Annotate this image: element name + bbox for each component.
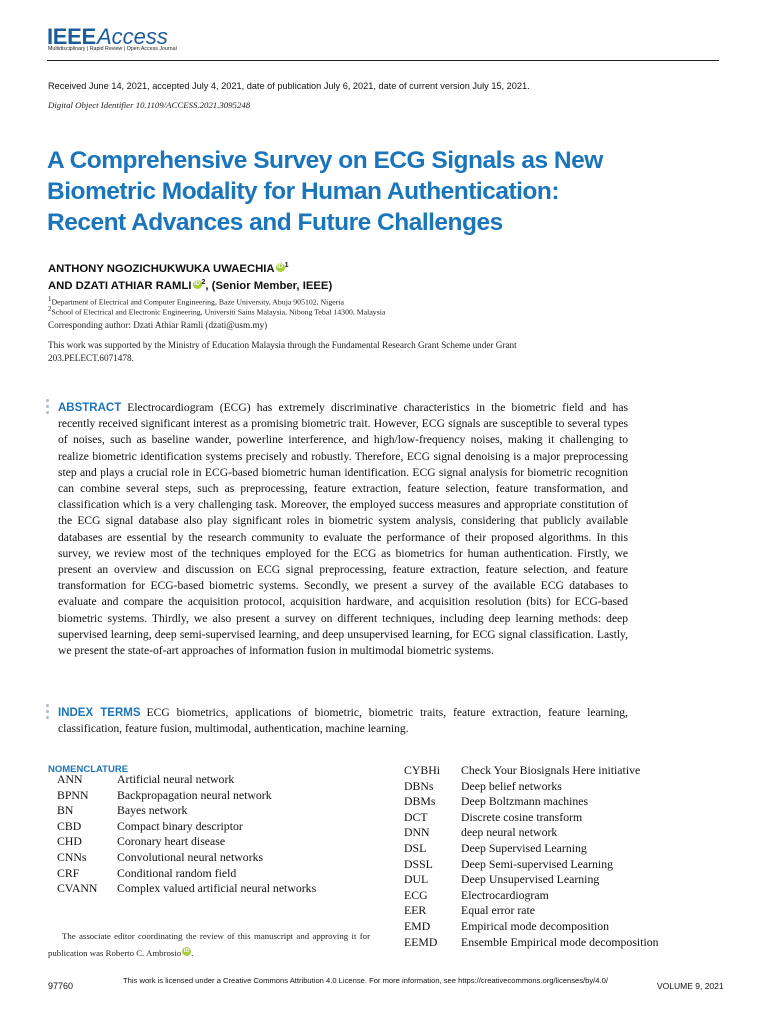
nomenclature-def: Deep Unsupervised Learning [461,872,600,887]
header-rule [47,60,719,61]
editor-note: The associate editor coordinating the review of this manuscript and approving it for publication was Roberto C. Ambrosio iD . [48,931,370,958]
nomenclature-def: Deep Supervised Learning [461,840,587,855]
editor-note-text: The associate editor coordinating the review of this manuscript and approving it for publication was Roberto C. Ambrosio [48,931,370,958]
paper-title [47,145,727,238]
page-number: 97760 [48,981,74,991]
nomenclature-heading: NOMENCLATURE [48,764,129,775]
nomenclature-entry [404,872,659,888]
nomenclature-def: Electrocardiogram [461,887,549,902]
journal-tagline: Multidisciplinary | Rapid Review | Open Access Journal [48,46,177,52]
nomenclature-entry [404,935,659,951]
index-terms-heading: INDEX TERMS [58,707,141,719]
nomenclature-abbr: EEMD [404,934,438,949]
title-line-1: A Comprehensive Survey on ECG Signals as New [47,147,603,174]
abstract-heading: ABSTRACT [58,402,122,414]
nomenclature-entry [57,803,316,819]
nomenclature-abbr: DCT [404,809,428,824]
nomenclature-abbr: CVANN [57,881,98,896]
nomenclature-entry [57,881,316,897]
nomenclature-abbr: DSSL [404,856,433,871]
nomenclature-abbr: EMD [404,918,431,933]
nomenclature-entry [404,841,659,857]
nomenclature-entry [404,857,659,873]
nomenclature-abbr: ECG [404,887,428,902]
nomenclature-abbr: BPNN [57,787,89,802]
publication-history: Received June 14, 2021, accepted July 4, 2021, date of publication July 6, 2021, date of current version July 15, 2021. [48,81,530,91]
nomenclature-right-column [404,763,659,950]
nomenclature-def: Bayes network [117,803,188,818]
license-notice[interactable]: This work is licensed under a Creative Commons Attribution 4.0 License. For more information, see https://creativecommons.org/licenses/by/4.0/ [123,976,608,985]
nomenclature-abbr: DBNs [404,778,434,793]
nomenclature-entry [57,819,316,835]
nomenclature-abbr: DBMs [404,794,436,809]
nomenclature-def: Convolutional neural networks [117,849,264,864]
volume-label: VOLUME 9, 2021 [657,981,724,991]
nomenclature-def: Equal error rate [461,903,536,918]
title-line-3: Recent Advances and Future Challenges [47,209,503,236]
orcid-icon[interactable]: iD [277,263,284,270]
nomenclature-entry [404,779,659,795]
nomenclature-abbr: DNN [404,825,430,840]
author-1-affil-sup: 1 [284,262,289,269]
nomenclature-def: Deep Boltzmann machines [461,794,589,809]
nomenclature-entry [404,825,659,841]
affiliation-1-num: 1 [48,295,52,303]
affiliation-2-text: School of Electrical and Electronic Engineering, Universiti Sains Malaysia, Nibong Tebal 14300, Malaysia [51,307,386,317]
nomenclature-def: Conditional random field [117,865,237,880]
author-2 [48,279,332,292]
author-1-name: ANTHONY NGOZICHUKWUKA UWAECHIA [48,262,275,275]
nomenclature-abbr: CYBHi [404,763,441,777]
abstract-text: Electrocardiogram (ECG) has extremely discriminative characteristics in the biometric field and has recently received significant interest as a promising biometric trait. However, ECG signals are susceptible to several types of noises, such as baseline wander, powerline interference, and high/low-frequency noises, making it challenging to realize biometric identification systems precisely and robustly. Therefore, ECG signal denoising is a major preprocessing step and plays a crucial role in ECG-based biometric human identification. ECG signal analysis for biometric recognition can combine several steps, such as preprocessing, feature extraction, feature selection, feature transformation, and classification which is a very challenging task. Moreover, the employed success measures and appropriate constitution of the ECG signal database also play significant roles in biometric system analysis, considering that publicly available databases are essential by the research community to evaluate the performance of their proposed algorithms. In this survey, we review most of the techniques employed for the ECG as biometrics for human authentication. Firstly, we present an overview and discussion on ECG signal preprocessing, feature extraction, feature selection, and feature transformation for ECG-based biometric systems. Secondly, we present a survey of the available ECG databases to evaluate and compare the acquisition protocol, acquisition hardware, and acquisition resolution (bits) for ECG-based biometric systems. Thirdly, we also present a survey on different techniques, including deep learning methods: deep supervised learning, deep semi-supervised learning, and deep unsupervised learning, for ECG signal classification. Lastly, we present the state-of-art approaches of information fusion in multimodal biometric systems. [58,401,628,658]
orcid-icon[interactable]: iD [194,280,200,287]
author-2-name: AND DZATI ATHIAR RAMLI [48,279,192,292]
journal-name-italic: Access [96,24,168,49]
nomenclature-def: Backpropagation neural network [117,787,272,802]
affiliation-2 [48,305,385,317]
nomenclature-abbr: BN [57,803,74,818]
nomenclature-def: Compact binary descriptor [117,818,243,833]
nomenclature-entry [404,919,659,935]
nomenclature-entry [57,772,316,788]
journal-name-bold: IEEE [47,24,96,49]
nomenclature-entry [404,810,659,826]
nomenclature-entry [57,850,316,866]
nomenclature-entry [57,788,316,804]
affiliation-1-text: Department of Electrical and Computer Engineering, Baze University, Abuja 905102, Nigeria [51,297,344,307]
funding-statement: This work was supported by the Ministry of Education Malaysia through the Fundamental Research Grant Scheme under Grant 203.PELECT.6071478. [48,340,517,363]
nomenclature-entry [404,763,659,779]
author-2-membership: , (Senior Member, IEEE) [205,279,333,292]
nomenclature-def: Complex valued artificial neural networks [117,881,317,896]
doi-line[interactable]: Digital Object Identifier 10.1109/ACCESS.2021.3095248 [48,100,251,110]
nomenclature-abbr: ANN [57,772,83,786]
nomenclature-def: deep neural network [461,825,558,840]
nomenclature-abbr: DUL [404,872,429,887]
author-1 [48,262,288,275]
nomenclature-abbr: CHD [57,834,82,849]
abstract-marker [46,399,50,417]
nomenclature-abbr: DSL [404,840,427,855]
nomenclature-entry [404,903,659,919]
nomenclature-def: Coronary heart disease [117,834,226,849]
orcid-icon[interactable]: iD [183,948,190,954]
nomenclature-def: Artificial neural network [117,772,235,786]
index-terms-text: ECG biometrics, applications of biometric, biometric traits, feature extraction, feature learning, classification, feature fusion, multimodal, authentication, machine learning. [58,706,629,736]
abstract [58,400,628,659]
corresponding-author: Corresponding author: Dzati Athiar Ramli (dzati@usm.my) [48,320,268,330]
title-line-2: Biometric Modality for Human Authentication: [47,178,560,205]
nomenclature-def: Discrete cosine transform [461,809,583,824]
author-2-affil-sup: 2 [201,279,206,286]
nomenclature-def: Empirical mode decomposition [461,918,610,933]
nomenclature-entry [404,794,659,810]
index-terms [58,705,628,737]
nomenclature-def: Check Your Biosignals Here initiative [461,763,641,777]
nomenclature-abbr: CBD [57,818,82,833]
nomenclature-entry [404,888,659,904]
nomenclature-abbr: EER [404,903,427,918]
nomenclature-def: Ensemble Empirical mode decomposition [461,934,659,949]
nomenclature-def: Deep belief networks [461,778,562,793]
nomenclature-entry [57,866,316,882]
nomenclature-left-column [57,772,316,897]
nomenclature-abbr: CRF [57,865,80,880]
index-terms-marker [46,704,50,722]
nomenclature-entry [57,834,316,850]
affiliation-2-num: 2 [48,305,52,313]
nomenclature-abbr: CNNs [57,849,87,864]
nomenclature-def: Deep Semi-supervised Learning [461,856,614,871]
